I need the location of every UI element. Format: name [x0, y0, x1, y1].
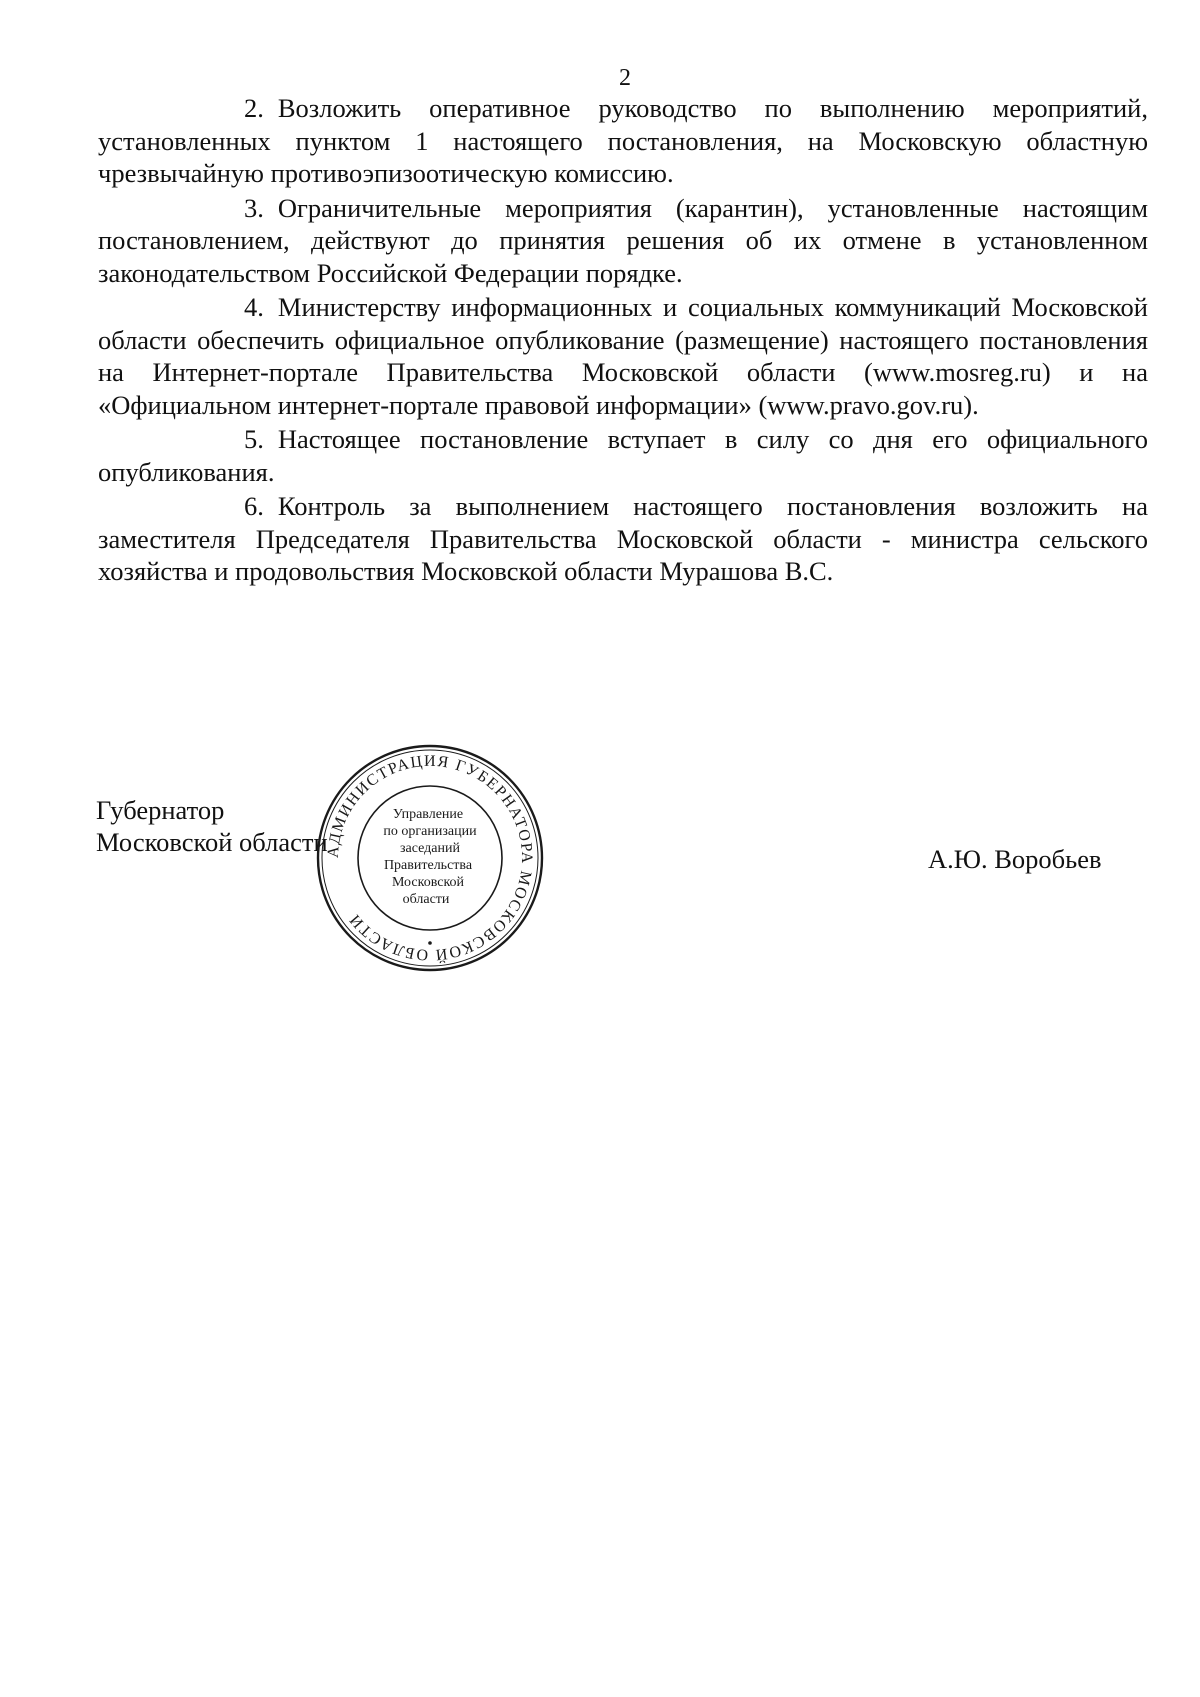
signatory-title-line2: Московской области	[96, 827, 328, 857]
paragraph-6	[98, 490, 1148, 588]
signatory-title	[96, 794, 328, 858]
paragraph-4	[98, 291, 1148, 421]
paragraph-3	[98, 192, 1148, 290]
official-stamp	[310, 738, 550, 978]
signatory-name: А.Ю. Воробьев	[928, 844, 1102, 874]
paragraph-number: 5.	[244, 424, 264, 454]
stamp-dot	[428, 941, 432, 945]
stamp-inner-line: заседаний	[400, 841, 460, 856]
signatory-title-line1: Губернатор	[96, 795, 225, 825]
paragraph-number: 4.	[244, 292, 264, 322]
stamp-seal-icon	[310, 738, 550, 978]
stamp-inner-text	[383, 807, 477, 907]
paragraph-text: Контроль за выполнением настоящего постановления возложить на заместителя Председателя Правительства Московской области - министра сельского хозяйства и продовольствия Московской области Мурашова В.С.	[98, 491, 1148, 586]
paragraph-text: Министерству информационных и социальных коммуникаций Московской области обеспечить официальное опубликование (размещение) настоящего постановления на Интернет-портале Правительства Московской области (www.mosreg.ru) и на «Официальном интернет-портале правовой информации» (www.pravo.gov.ru).	[98, 292, 1148, 420]
stamp-inner-line: по организации	[383, 824, 477, 839]
stamp-outer-text: АДМИНИСТРАЦИЯ ГУБЕРНАТОРА МОСКОВСКОЙ ОБЛАСТИ	[324, 752, 536, 964]
paragraph-number: 2.	[244, 93, 264, 123]
document-body	[98, 92, 1148, 590]
paragraph-5	[98, 423, 1148, 488]
paragraph-text: Ограничительные мероприятия (карантин), установленные настоящим постановлением, действуют до принятия решения об их отмене в установленном законодательством Российской Федерации порядке.	[98, 192, 1148, 288]
paragraph-2	[98, 92, 1148, 190]
page-number: 2	[619, 65, 631, 91]
stamp-inner-line: Правительства	[383, 858, 473, 873]
paragraph-text: Возложить оперативное руководство по выполнению мероприятий, установленных пунктом 1 настоящего постановления, на Московскую областную чрезвычайную противоэпизоотическую комиссию.	[98, 93, 1148, 188]
paragraph-number: 6.	[244, 491, 264, 521]
stamp-inner-line: Управление	[392, 807, 464, 822]
paragraph-number: 3.	[244, 192, 264, 223]
stamp-inner-line: области	[402, 892, 450, 907]
stamp-inner-line: Московской	[391, 875, 465, 890]
paragraph-text: Настоящее постановление вступает в силу со дня его официального опубликования.	[98, 424, 1148, 487]
